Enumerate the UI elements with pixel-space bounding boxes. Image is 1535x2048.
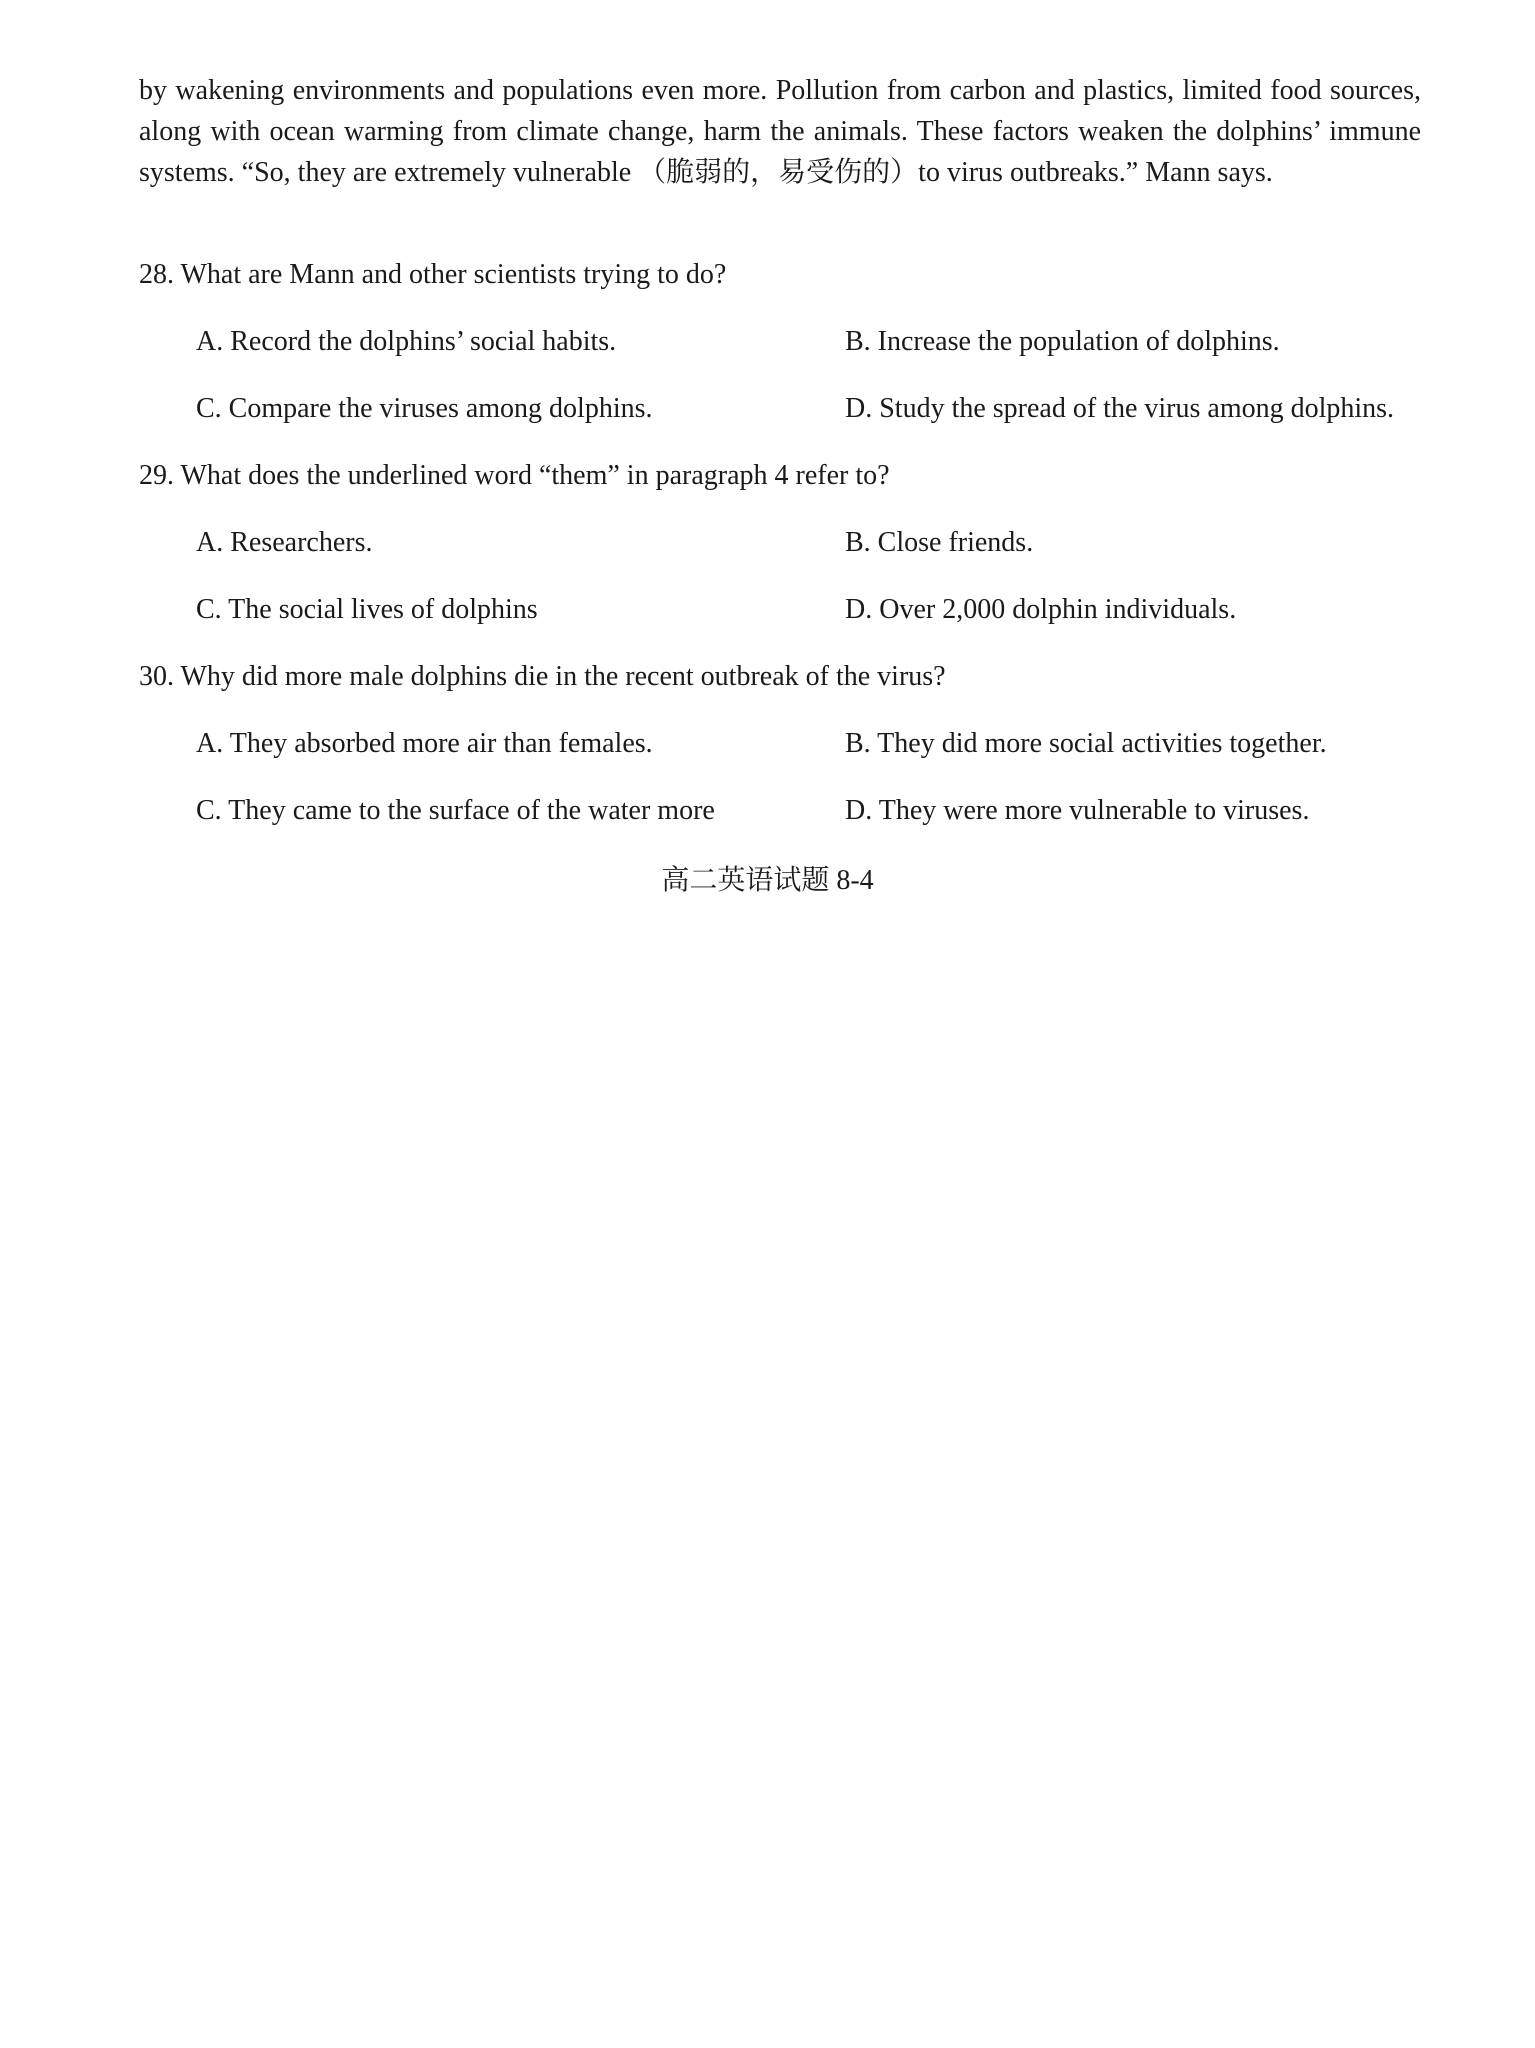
- question-28-option-c: C. Compare the viruses among dolphins.: [196, 393, 653, 424]
- passage-paragraph: by wakening environments and populations even more. Pollution from carbon and plastics, limited food sources, along with ocean warming from climate change, harm the animals. These factors weaken the dolphins’ immune systems. “So, they are extremely vulnerable （脆弱的，易受伤的）to virus outbreaks.” Mann says.: [139, 75, 1421, 188]
- question-29: 29. What does the underlined word “them” in paragraph 4 refer to?: [139, 460, 890, 491]
- question-29-option-c: C. The social lives of dolphins: [196, 594, 538, 625]
- question-28-option-b: B. Increase the population of dolphins.: [845, 326, 1280, 357]
- question-29-option-d: D. Over 2,000 dolphin individuals.: [845, 594, 1237, 625]
- page-footer: 高二英语试题 8-4: [661, 865, 874, 896]
- question-29-option-a: A. Researchers.: [196, 527, 373, 558]
- question-30-option-b: B. They did more social activities together.: [845, 728, 1327, 759]
- question-30: 30. Why did more male dolphins die in the recent outbreak of the virus?: [139, 661, 946, 692]
- question-30-option-d: D. They were more vulnerable to viruses.: [845, 795, 1310, 826]
- question-28-option-d: D. Study the spread of the virus among dolphins.: [845, 393, 1395, 424]
- question-29-option-b: B. Close friends.: [845, 527, 1034, 558]
- question-30-option-c: C. They came to the surface of the water more: [196, 795, 715, 826]
- question-28: 28. What are Mann and other scientists trying to do?: [139, 259, 727, 290]
- question-28-option-a: A. Record the dolphins’ social habits.: [196, 326, 617, 357]
- question-30-option-a: A. They absorbed more air than females.: [196, 728, 653, 759]
